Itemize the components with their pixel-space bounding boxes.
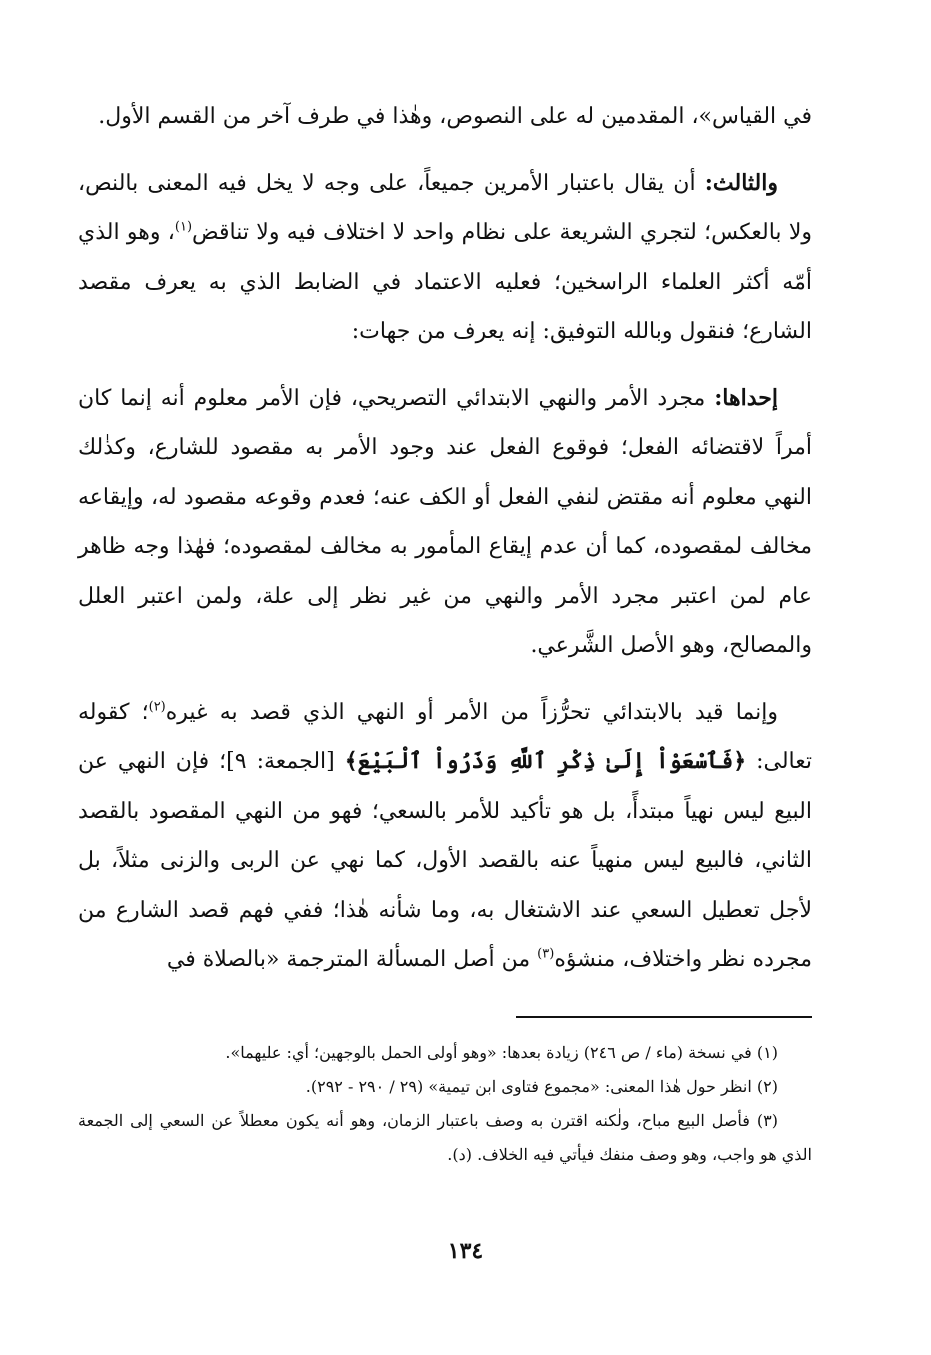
- paragraph-3-text: مجرد الأمر والنهي الابتدائي التصريحي، فإن الأمر معلوم أنه إنما كان أمراً لاقتضائه الفعل؛ فوقوع الفعل عند وجود الأمر به مقصود للشارع، وكذٰلك النهي معلوم أنه مقتض لنفي الفعل أو الكف عنه؛ فعدم وقوعه مقصود له، وإيقاعه مخالف لمقصوده، كما أن عدم إيقاع المأمور به مخالف لمقصوده؛ فهٰذا وجه ظاهر عام لمن اعتبر مجرد الأمر والنهي من غير نظر إلى علة، ولمن اعتبر العلل والمصالح، وهو الأصل الشَّرعي.: [78, 385, 812, 658]
- paragraph-4-tail2: [الجمعة: ٩]؛ فإن النهي عن البيع ليس نهياً مبتدأً، بل هو تأكيد للأمر بالسعي؛ فهو من النهي المقصود بالقصد الثاني، فالبيع ليس منهياً عنه بالقصد الأول، كما نهي عن الربى والزنى مثلاً، بل لأجل تعطيل السعي عند الاشتغال به، وما شأنه هٰذا؛ ففي فهم قصد الشارع من مجرده نظر واختلاف، منشؤه: [78, 749, 812, 972]
- quran-verse: ﴿فَٱسْعَوْاْ إِلَىٰ ذِكْرِ ٱللَّهِ وَذَرُواْ ٱلْبَيْعَ﴾: [344, 748, 747, 774]
- footnotes: [78, 1036, 812, 1172]
- main-text: [78, 92, 812, 1002]
- paragraph-1-text: في القياس»، المقدمين له على النصوص، وهٰذا في طرف آخر من القسم الأول.: [98, 104, 812, 129]
- paragraph-2-tail: ، وهو الذي أمّه أكثر العلماء الراسخين؛ فعليه الاعتماد في الضابط الذي به يعرف مقصد الشارع؛ فنقول وبالله التوفيق: إنه يعرف من جهات:: [78, 220, 812, 344]
- paragraph-3-lead: إحداها:: [714, 384, 778, 411]
- paragraph-2-text: أن يقال باعتبار الأمرين جميعاً، على وجه لا يخل فيه المعنى بالنص، ولا بالعكس؛ لتجري الشريعة على نظام واحد لا اختلاف فيه ولا تناقض: [78, 170, 813, 245]
- page-number: ١٣٤: [447, 1238, 484, 1264]
- paragraph-2: [78, 159, 812, 357]
- paragraph-4-text: وإنما قيد بالابتدائي تحرُّزاً من الأمر أو النهي الذي قصد به غيره: [165, 699, 778, 725]
- paragraph-4: [78, 688, 812, 985]
- footnote-2: (٢) انظر حول هٰذا المعنى: «مجموع فتاوى ابن تيمية» (٢٩ / ٢٩٠ - ٢٩٢).: [305, 1077, 778, 1096]
- paragraph-2-lead: والثالث:: [704, 169, 778, 196]
- footnote-1: (١) في نسخة (ماء / ص ٢٤٦) زيادة بعدها: «وهو أولى الحمل بالوجهين؛ أي: عليهما».: [225, 1043, 778, 1062]
- paragraph-3: [78, 374, 812, 671]
- footnote-separator: [516, 1016, 812, 1018]
- paragraph-4-tail3: من أصل المسألة المترجمة «بالصلاة في: [166, 947, 538, 972]
- paragraph-4-tail: ؛ كقوله تعالى:: [78, 699, 812, 774]
- footnote-ref-3: (٣): [537, 946, 555, 962]
- footnote-ref-2: (٢): [148, 699, 166, 715]
- footnote-ref-1: (١): [174, 219, 193, 235]
- footnote-3: (٣) فأصل البيع مباح، ولٰكنه اقترن به وصف باعتبار الزمان، وهو أنه يكون معطلاً عن السعي إلى الجمعة الذي هو واجب، وهو وصف منفك فيأتي فيه الخلاف. (د).: [78, 1111, 812, 1164]
- paragraph-1: [78, 92, 812, 142]
